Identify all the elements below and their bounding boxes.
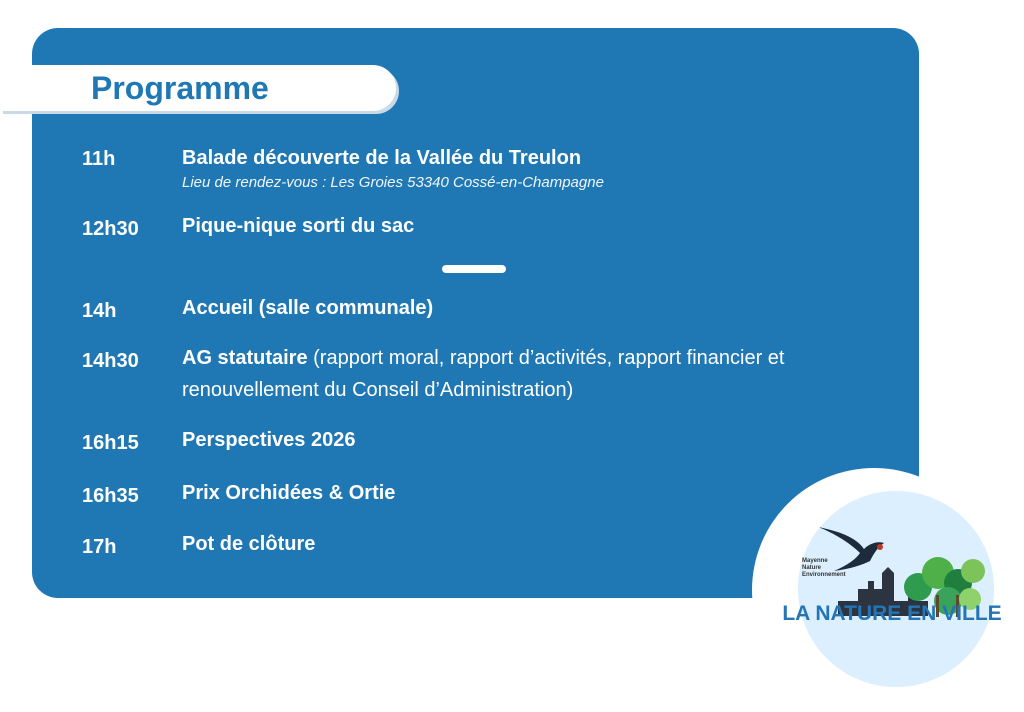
org-line: Mayenne [802,558,828,564]
org-line: Environnement [802,572,846,578]
title-banner [0,65,396,111]
schedule-time: 17h [82,536,117,558]
schedule-time: 12h30 [82,218,139,240]
org-name [802,558,846,579]
schedule-label: Perspectives 2026 [182,429,356,451]
logo-illustration [798,491,994,687]
logo-tagline: LA NATURE EN VILLE [782,602,1002,625]
schedule-description [182,342,882,406]
schedule-description [182,142,882,192]
schedule-label: Pique-nique sorti du sac [182,215,415,237]
page-title: Programme [91,70,269,106]
schedule-description [182,292,882,324]
schedule-label: Pot de clôture [182,533,316,555]
schedule-label: Accueil (salle communale) [182,297,434,319]
town-trees-illustration [798,491,994,687]
schedule-detail: (rapport moral, rapport d’activités, rapport financier et renouvellement du Conseil d’Administration) [182,347,785,401]
schedule-label: Balade découverte de la Vallée du Treulon [182,147,582,169]
nature-en-ville-logo [752,468,1024,652]
schedule-time: 16h35 [82,485,139,507]
schedule-label: Prix Orchidées & Ortie [182,482,396,504]
schedule-label: AG statutaire [182,347,308,369]
schedule-time: 14h30 [82,350,139,372]
schedule-subtitle: Lieu de rendez-vous : Les Groies 53340 Cossé-en-Champagne [182,174,604,191]
schedule-description [182,210,882,242]
org-line: Nature [802,565,822,571]
schedule-description [182,424,882,456]
schedule-time: 16h15 [82,432,139,454]
schedule-time: 11h [82,148,116,170]
section-divider [442,265,506,273]
schedule-time: 14h [82,300,117,322]
